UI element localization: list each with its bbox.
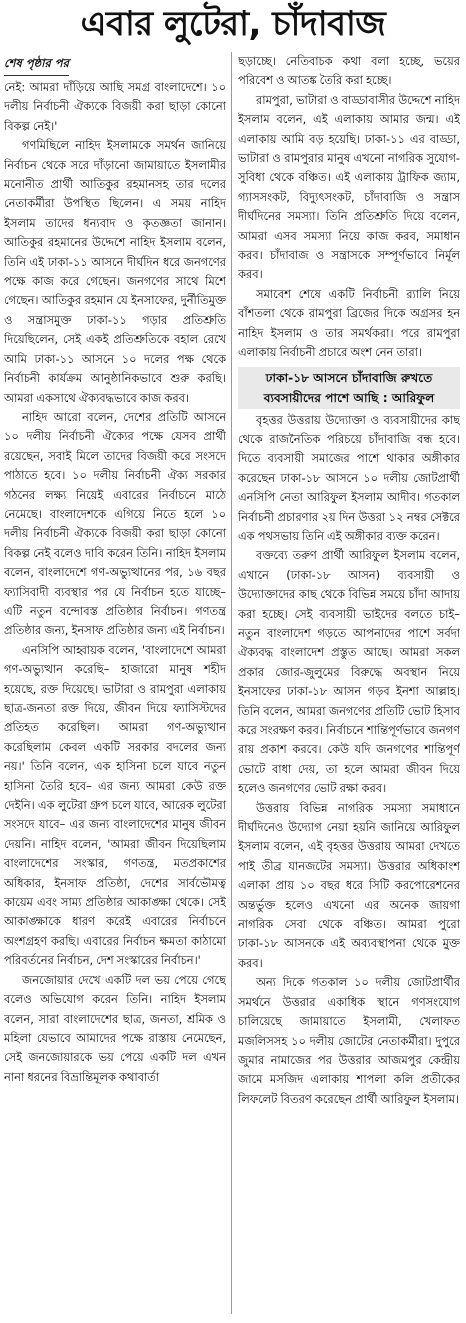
- right-column: [238, 52, 460, 1318]
- paragraph: গণমিছিলে নাহিদ ইসলামকে সমর্থন জানিয়ে নির্বাচন থেকে সরে দাঁড়ানো জামায়াতে ইসলামীর মনোনীত প্রার্থী আতিকুর রহমানসহ তার দলের নেতাকর্মীরা উপস্থিত ছিলেন। এ সময় নাহিদ ইসলাম তাদের ধন্যবাদ ও কৃতজ্ঞতা জানান। আতিকুর রহমানের উদ্দেশে নাহিদ ইসলাম বলেন, তিনি এই ঢাকা-১১ আসনে দীর্ঘদিন ধরে জনগণের পক্ষে কাজ করে গেছেন। জনগণের সাথে মিশে গেছেন। আতিকুর রহমান যে ইনসাফের, দুর্নীতিমুক্ত ও সন্ত্রাসমুক্ত ঢাকা-১১ গড়ার প্রতিশ্রুতি দিয়েছিলেন, সেই একই প্রতিশ্রুতিকে বহাল রেখে আমি ঢাকা-১১ আসনে ১০ দলের পক্ষ থেকে নির্বাচনী কার্যক্রম আনুষ্ঠানিকভাবে শুরু করছি। আমরা একসাথে ঐক্যবদ্ধভাবে কাজ করব।: [4, 138, 226, 405]
- left-column: [4, 52, 226, 1318]
- paragraph: বক্তব্যে তরুণ প্রার্থী আরিফুল ইসলাম বলেন, এখানে (ঢাকা-১৮ আসন) ব্যবসায়ী ও উদ্যোক্তাদের কাছ থেকে বিভিন্ন সময়ে চাঁদা আদায় করা হচ্ছে। সেই ব্যবসায়ী ভাইদের বলতে চাই– নতুন বাংলাদেশ গড়তে আপনাদের পাশে সর্বদা ঐক্যবদ্ধ বাংলাদেশ প্রস্তুত আছে। আমরা সকল প্রকার জোর-জুলুমের বিরুদ্ধে অবস্থান নিয়ে ইনসাফের ঢাকা-১৮ আসন গড়ব ইনশা আল্লাহ। তিনি বলেন, আমরা জনগণের প্রতিটি ভোট হিসাব করে সংরক্ষণ করব। নির্বাচনে শান্তিপূর্ণভাবে জনগণ রায় প্রকাশ করবে। কেউ যদি জনগণের শান্তিপূর্ণ ভোটে বাধা দেয়, তা হলে আমরা জীবন দিয়ে হলেও জনগণের ভোট রক্ষা করব।: [238, 548, 460, 796]
- paragraph: এনসিপি আহ্বায়ক বলেন, 'বাংলাদেশে আমরা গণ-অভ্যুত্থান করেছি– হাজারো মানুষ শহীদ হয়েছে, রক্ত দিয়েছে। ভাটারা ও রামপুরা এলাকায় ছাত্র-জনতা রক্ত দিয়ে, জীবন দিয়ে ফ্যাসিস্টদের প্রতিহত করেছিল। আমরা গণ-অভ্যুত্থান করেছিলাম কেবল একটি সরকার বদলের জন্য নয়।' তিনি বলেন, এক হাসিনা চলে যাবে নতুন হাসিনা তৈরি হবে– এর জন্য আমরা কেউ রক্ত দেইনি। এক লুটেরা গ্রুপ চলে যাবে, আরেক লুটেরা সংসদে যাবে– এর জন্য বাংলাদেশের মানুষ জীবন দেয়নি। নাহিদ বলেন, 'আমরা জীবন দিয়েছিলাম বাংলাদেশের সংস্কার, গণতন্ত্র, মতপ্রকাশের অধিকার, ইনসাফ প্রতিষ্ঠা, দেশের সার্বভৌমত্ব কায়েম এবং সাম্য প্রতিষ্ঠার আকাঙ্ক্ষা থেকে। সেই আকাঙ্ক্ষাকে ধারণ করেই এবারের নির্বাচনে অংশগ্রহণ করছি। এবারের নির্বাচন ক্ষমতা কাঠামো পরিবর্তনের নির্বাচন, দেশ সংস্কারের নির্বাচন।': [4, 642, 226, 968]
- paragraph: নাহিদ আরো বলেন, দেশের প্রতিটি আসনে ১০ দলীয় নির্বাচনী ঐক্যের পক্ষে যেসব প্রার্থী রয়েছেন, সবাই মিলে তাদের বিজয়ী করে সংসদে পাঠাতে হবে। ১০ দলীয় নির্বাচনী ঐক্য সরকার গঠনের লক্ষ্য নিয়েই এবারের নির্বাচনে মাঠে নেমেছে। বাংলাদেশকে এগিয়ে নিতে হলে ১০ দলীয় নির্বাচনী ঐক্যকে বিজয়ী করা ছাড়া কোনো বিকল্প নেই বলেও দাবি করেন তিনি। নাহিদ ইসলাম বলেন, বাংলাদেশে গণ-অভ্যুত্থানের পর, ১৬ বছর ফ্যাসিবাদী ব্যবস্থার পর যে নির্বাচন হতে যাচ্ছে– এটি নতুন বন্দোবস্ত প্রতিষ্ঠার নির্বাচন। গণতন্ত্র প্রতিষ্ঠার জন্য, ইনসাফ প্রতিষ্ঠার জন্য এই নির্বাচন।: [4, 409, 226, 638]
- column-divider: [231, 52, 232, 1314]
- paragraph: অন্য দিকে গতকাল ১০ দলীয় জোটপ্রার্থীর সমর্থনে উত্তরার একাধিক স্থানে গণসংযোগ চালিয়েছে জামায়াতে ইসলামী, খেলাফত মজলিসসহ ১০ দলীয় জোটের নেতাকর্মীরা। দুপুরে জুমার নামাজের পর উত্তরার আজমপুর কেন্দ্রীয় জামে মসজিদ এলাকায় শাপলা কলি প্রতীকের লিফলেট বিতরণ করেছেন প্রার্থী আরিফুল ইসলাম।: [238, 975, 460, 1106]
- paragraph: রামপুরা, ভাটারা ও বাড্ডাবাসীর উদ্দেশে নাহিদ ইসলাম বলেন, এই এলাকায় আমার জন্ম। এই এলাকায় আমি বড় হয়েছি। ঢাকা-১১ এর বাড্ডা, ভাটারা ও রামপুরার মানুষ এখনো নাগরিক সুযোগ-সুবিধা থেকে বঞ্চিত। এই এলাকায় ট্রাফিক জ্যাম, গ্যাসসংকট, বিদ্যুৎসংকট, চাঁদাবাজি ও সন্ত্রাস দীর্ঘদিনের সমস্যা। তিনি প্রতিশ্রুতি দিয়ে বলেন, আমরা এসব সমস্যা নিয়ে কাজ করব, সমাধান করব। চাঁদাবাজ ও সন্ত্রাসকে সম্পূর্ণভাবে নির্মূল করব।: [238, 92, 460, 282]
- paragraph: উত্তরায় বিভিন্ন নাগরিক সমস্যা সমাধানে দীর্ঘদিনেও উদ্যোগ নেয়া হয়নি জানিয়ে আরিফুল ইসলাম বলেন, এই বৃহত্তর উত্তরায় আমরা দেখতে পাই তীব্র যানজটের সমস্যা। উত্তরার অধিকাংশ এলাকা প্রায় ১০ বছর ধরে সিটি করপোরেশনের অন্তর্ভুক্ত হলেও এখনো এর অনেক জায়গা নাগরিক সেবা থেকে বঞ্চিত। আমরা পুরো ঢাকা-১৮ আসনকে এই অব্যবস্থাপনা থেকে মুক্ত করব।: [238, 800, 460, 970]
- paragraph: ছড়াচ্ছে। নেতিবাচক কথা বলা হচ্ছে, ভয়ের পরিবেশ ও আতঙ্ক তৈরি করা হচ্ছে।: [238, 54, 460, 88]
- subheadline: ঢাকা-১৮ আসনে চাঁদাবাজি রুখতে ব্যবসায়ীদের পাশে আছি : আরিফুল: [238, 367, 460, 409]
- paragraph: জনজোয়ার দেখে একটি দল ভয় পেয়ে গেছে বলেও অভিযোগ করেন তিনি। নাহিদ ইসলাম বলেন, সারা বাংলাদেশের ছাত্র, জনতা, শ্রমিক ও মহিলা যেভাবে আমাদের পক্ষে রাস্তায় নেমেছেন, সেই জনজোয়ারকে ভয় পেয়ে একটি দল এখন নানা ধরনের বিভ্রান্তিমূলক কথাবার্তা: [4, 972, 226, 1084]
- continuation-label: শেষ পৃষ্ঠার পর: [4, 55, 69, 76]
- headline: এবার লুটেরা, চাঁদাবাজ: [80, 4, 386, 44]
- paragraph: সমাবেশ শেষে একটি নির্বাচনী র‍্যালি নিয়ে বাঁশতলা থেকে রামপুরা ব্রিজের দিকে অগ্রসর হন নাহিদ ইসলাম ও তার সমর্থকরা। পরে রামপুরা এলাকায় নির্বাচনী প্রচারে অংশ নেন তারা।: [238, 286, 460, 360]
- paragraph: বৃহত্তর উত্তরায় উদ্যোক্তা ও ব্যবসায়ীদের কাছ থেকে রাজনৈতিক পরিচয়ে চাঁদাবাজি বন্ধ হবে। দিতে ব্যবসায়ী সমাজের পাশে থাকার অঙ্গীকার করেছেন ঢাকা-১৮ আসনে ১০ দলীয় জোটপ্রার্থী এনসিপি নেতা আরিফুল ইসলাম আদীব। গতকাল নির্বাচনী প্রচারণার ২য় দিন উত্তরা ১২ নম্বর সেক্টরে এক পথসভায় তিনি এই অঙ্গীকার ব্যক্ত করেন।: [238, 412, 460, 543]
- paragraph: নেই: আমরা দাঁড়িয়ে আছি সমগ্র বাংলাদেশে। ১০ দলীয় নির্বাচনী ঐক্যকে বিজয়ী করা ছাড়া কোনো বিকল্প নেই।': [4, 80, 226, 133]
